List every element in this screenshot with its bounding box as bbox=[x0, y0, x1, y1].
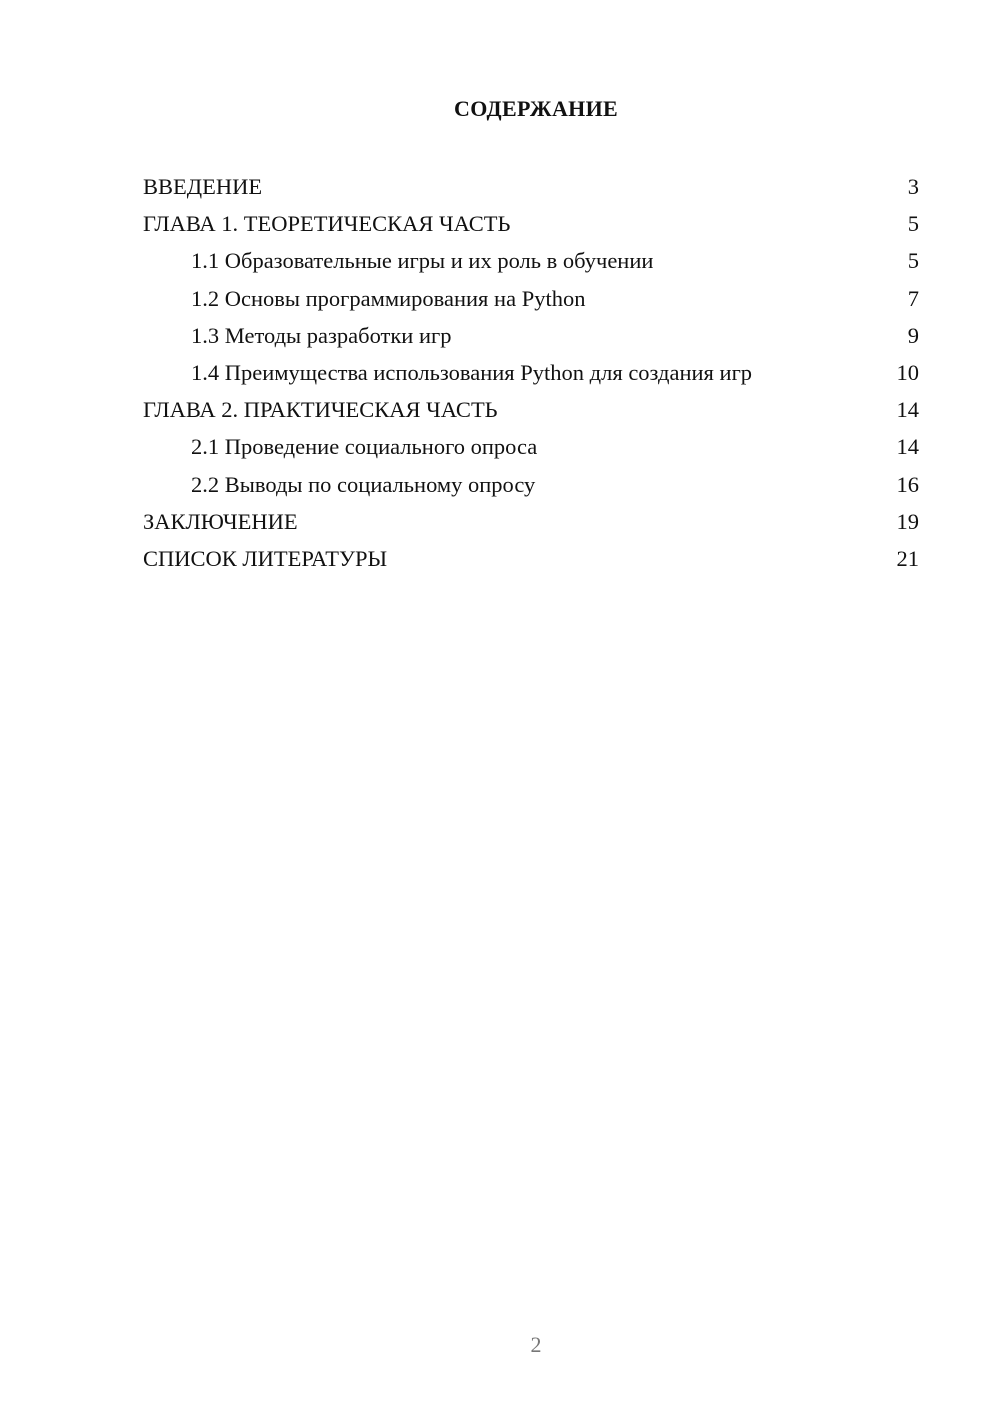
toc-entry-page: 7 bbox=[907, 285, 919, 311]
toc-entry-label: 1.4 Преимущества использования Python для создания игр bbox=[191, 359, 753, 385]
toc-entry-page: 16 bbox=[896, 471, 919, 497]
toc-entry-page: 14 bbox=[896, 397, 919, 423]
toc-entry-label: 1.1 Образовательные игры и их роль в обучении bbox=[191, 248, 654, 274]
toc-entry-section-2-1[interactable] bbox=[143, 428, 919, 465]
toc-entry-chapter-2[interactable] bbox=[143, 391, 919, 428]
toc-entry-label: ГЛАВА 1. ТЕОРЕТИЧЕСКАЯ ЧАСТЬ bbox=[143, 211, 511, 237]
toc-entry-conclusion[interactable] bbox=[143, 503, 919, 540]
toc-entry-introduction[interactable] bbox=[143, 168, 919, 205]
toc-entry-page: 9 bbox=[907, 322, 919, 348]
toc-entry-page: 3 bbox=[907, 174, 919, 199]
toc-entry-section-1-2[interactable] bbox=[143, 280, 919, 317]
toc-entry-section-1-1[interactable] bbox=[143, 242, 919, 279]
page-number: 2 bbox=[530, 1332, 542, 1357]
toc-entry-label: 2.2 Выводы по социальному опросу bbox=[191, 471, 536, 497]
toc-entry-label: 1.2 Основы программирования на Python bbox=[191, 285, 586, 311]
toc-entry-label: СПИСОК ЛИТЕРАТУРЫ bbox=[143, 545, 388, 571]
toc-entry-label: 2.1 Проведение социального опроса bbox=[191, 434, 538, 460]
toc-entry-page: 5 bbox=[907, 248, 919, 274]
toc-entry-page: 10 bbox=[896, 359, 919, 385]
toc-entry-page: 21 bbox=[896, 545, 919, 571]
toc-entry-label: 1.3 Методы разработки игр bbox=[191, 322, 452, 348]
toc-title: СОДЕРЖАНИЕ bbox=[454, 96, 618, 121]
toc-entry-section-1-3[interactable] bbox=[143, 317, 919, 354]
toc-entry-section-2-2[interactable] bbox=[143, 466, 919, 503]
toc-entry-bibliography[interactable] bbox=[143, 540, 919, 577]
toc-list bbox=[143, 168, 919, 577]
toc-entry-page: 14 bbox=[896, 434, 919, 460]
toc-entry-chapter-1[interactable] bbox=[143, 205, 919, 242]
toc-entry-label: ЗАКЛЮЧЕНИЕ bbox=[143, 508, 298, 534]
toc-entry-section-1-4[interactable] bbox=[143, 354, 919, 391]
toc-entry-label: ГЛАВА 2. ПРАКТИЧЕСКАЯ ЧАСТЬ bbox=[143, 397, 498, 423]
toc-entry-page: 19 bbox=[896, 508, 919, 534]
toc-entry-page: 5 bbox=[907, 211, 919, 237]
toc-entry-label: ВВЕДЕНИЕ bbox=[143, 174, 263, 199]
